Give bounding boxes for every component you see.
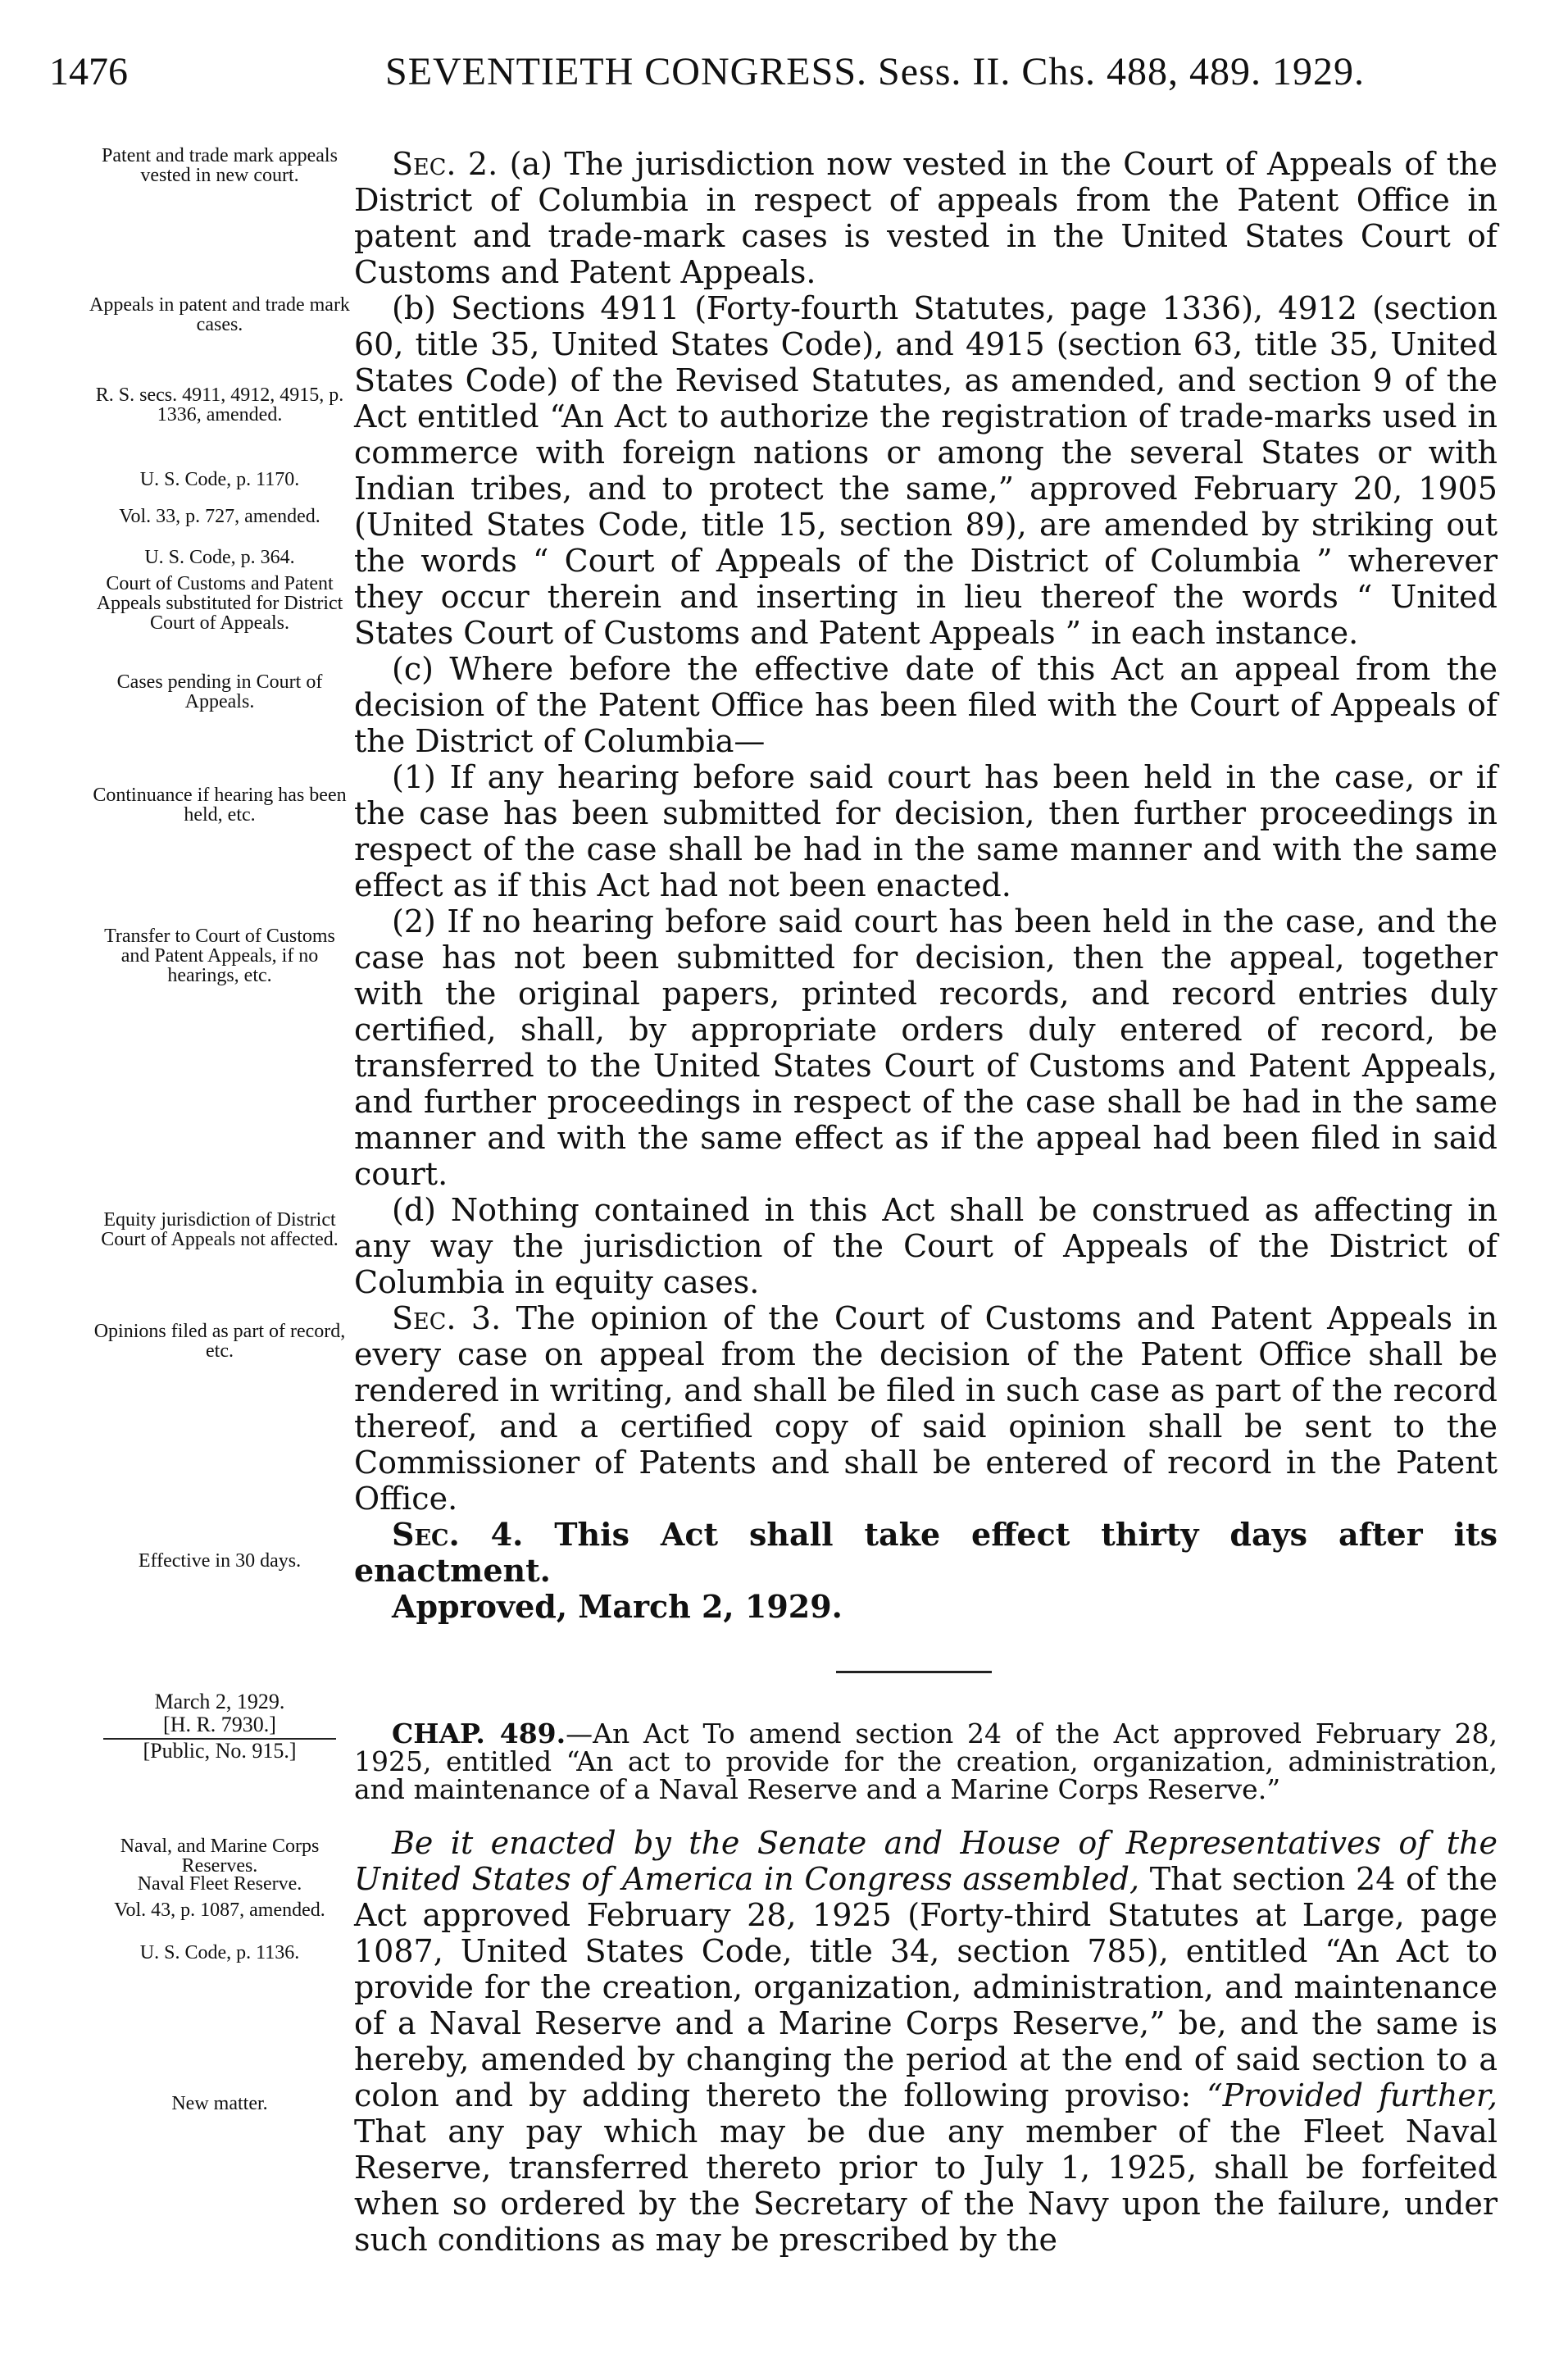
sec4-label: Sec. 4. <box>392 1516 524 1553</box>
section-2-4-body <box>354 146 1498 1625</box>
section-divider <box>836 1671 992 1673</box>
sidenote: New matter. <box>171 2093 268 2114</box>
sidenote: Naval, and Marine Corps Reserves. <box>120 1836 320 1877</box>
sidenote: Appeals in patent and trade mark cases. <box>89 294 350 335</box>
sec2-label: Sec. 2. <box>392 146 498 182</box>
chap489-title: —An Act To amend section 24 of the Act approved February 28, 1925, entitled “An act to provide for the creation, organization, administration, and maintenance of a Naval Reserve and a Marine Corps Reserve.” <box>354 1718 1498 1805</box>
chap489-date: March 2, 1929. <box>154 1690 285 1713</box>
sidenote: U. S. Code, p. 1170. <box>139 469 300 490</box>
sec4-text: This Act shall take effect thirty days after its enactment. <box>354 1516 1498 1589</box>
sec2-d-text: (d) Nothing contained in this Act shall be construed as affecting in any way the jurisdiction of the Court of Appeals of the District of Columbia in equity cases. <box>354 1192 1498 1300</box>
chap489-text-1: That section 24 of the Act approved February 28, 1925 (Forty-third Statutes at Large, page 1087, United States Code, title 34, section 785), entitled “An Act to provide for the creation, organization, administration, and maintenance of a Naval Reserve and a Marine Corps Reserve,” be, and the same is hereby, amended by changing the period at the end of said section to a colon and by adding thereto the following proviso: <box>354 1861 1498 2113</box>
chap489-text-2: That any pay which may be due any member of the Fleet Naval Reserve, transferred thereto prior to July 1, 1925, shall be forfeited when so ordered by the Secretary of the Navy upon the failure, under such conditions as may be prescribed by the <box>354 2113 1498 2258</box>
proviso: “Provided further, <box>1207 2077 1498 2113</box>
sidenote: U. S. Code, p. 1136. <box>139 1942 300 1963</box>
sec2-c1-text: (1) If any hearing before said court has been held in the case, or if the case has been submitted for decision, then further proceedings in respect of the case shall be had in the same manner and with the same effect as if this Act had not been enacted. <box>354 759 1498 903</box>
running-title: SEVENTIETH CONGRESS. Sess. II. Chs. 488, 489. 1929. <box>385 50 1366 93</box>
sidenote: Patent and trade mark appeals vested in new court. <box>102 145 338 186</box>
chap489-bill: [H. R. 7930.] <box>163 1713 276 1736</box>
sidenote: Transfer to Court of Customs and Patent Appeals, if no hearings, etc. <box>104 926 335 986</box>
sidenote: Vol. 33, p. 727, amended. <box>119 506 320 527</box>
chap489-label: CHAP. 489. <box>392 1718 566 1749</box>
chap489-body <box>354 1825 1498 2258</box>
sidenote: Equity jurisdiction of District Court of Appeals not affected. <box>101 1209 339 1250</box>
page-header <box>49 49 1516 107</box>
sidenote: Vol. 43, p. 1087, amended. <box>114 1900 325 1921</box>
sidenote: Effective in 30 days. <box>138 1550 302 1572</box>
sidenote: Opinions filed as part of record, etc. <box>93 1321 346 1362</box>
sec3-text: The opinion of the Court of Customs and Patent Appeals in every case on appeal from the decision of the Patent Office shall be rendered in writing, and shall be filed in such case as part of the record thereof, and a certified copy of said opinion shall be sent to the Commissioner of Patents and shall be entered of record in the Patent Office. <box>354 1300 1498 1517</box>
sec2-a-text: (a) The jurisdiction now vested in the Court of Appeals of the District of Columbia in respect of appeals from the Patent Office in patent and trade-mark cases is vested in the United States Court of Customs and Patent Appeals. <box>354 146 1498 290</box>
sidenote: Naval Fleet Reserve. <box>137 1873 302 1895</box>
page-number: 1476 <box>49 50 128 93</box>
enacting-clause: Be it enacted by the Senate and House of Representatives of the United States of America in Congress assembled, <box>354 1825 1498 1897</box>
chap489-meta <box>89 1690 351 1763</box>
approval-line: Approved, March 2, 1929. <box>392 1588 843 1625</box>
chap489-public: [Public, No. 915.] <box>143 1739 297 1763</box>
sidenote: Continuance if hearing has been held, etc. <box>93 785 347 826</box>
sec2-b-text: (b) Sections 4911 (Forty-fourth Statutes, page 1336), 4912 (section 60, title 35, United States Code), and 4915 (section 63, title 35, United States Code) of the Revised Statutes, as amended, and section 9 of the Act entitled “An Act to authorize the registration of trade-marks used in commerce with foreign nations or among the several States or with Indian tribes, and to protect the same,” approved February 20, 1905 (United States Code, title 15, section 89), are amended by striking out the words “ Court of Appeals of the District of Columbia ” wherever they occur therein and inserting in lieu thereof the words “ United States Court of Customs and Patent Appeals ” in each instance. <box>354 290 1498 651</box>
sidenote: R. S. secs. 4911, 4912, 4915, p. 1336, amended. <box>95 384 344 425</box>
sec3-label: Sec. 3. <box>392 1300 502 1336</box>
sidenote: U. S. Code, p. 364. <box>144 547 295 568</box>
sidenote: Court of Customs and Patent Appeals substituted for District Court of Appeals. <box>96 573 343 634</box>
sec2-c2-text: (2) If no hearing before said court has been held in the case, and the case has not been submitted for decision, then the appeal, together with the original papers, printed records, and record entries duly certified, shall, by appropriate orders duly entered of record, be transferred to the United States Court of Customs and Patent Appeals, and further proceedings in respect of the case shall be had in the same manner and with the same effect as if the appeal had been filed in said court. <box>354 903 1498 1192</box>
chap489-heading <box>354 1720 1498 1804</box>
sidenote: Cases pending in Court of Appeals. <box>116 671 323 712</box>
sec2-c-text: (c) Where before the effective date of this Act an appeal from the decision of the Patent Office has been filed with the Court of Appeals of the District of Columbia— <box>354 651 1498 759</box>
